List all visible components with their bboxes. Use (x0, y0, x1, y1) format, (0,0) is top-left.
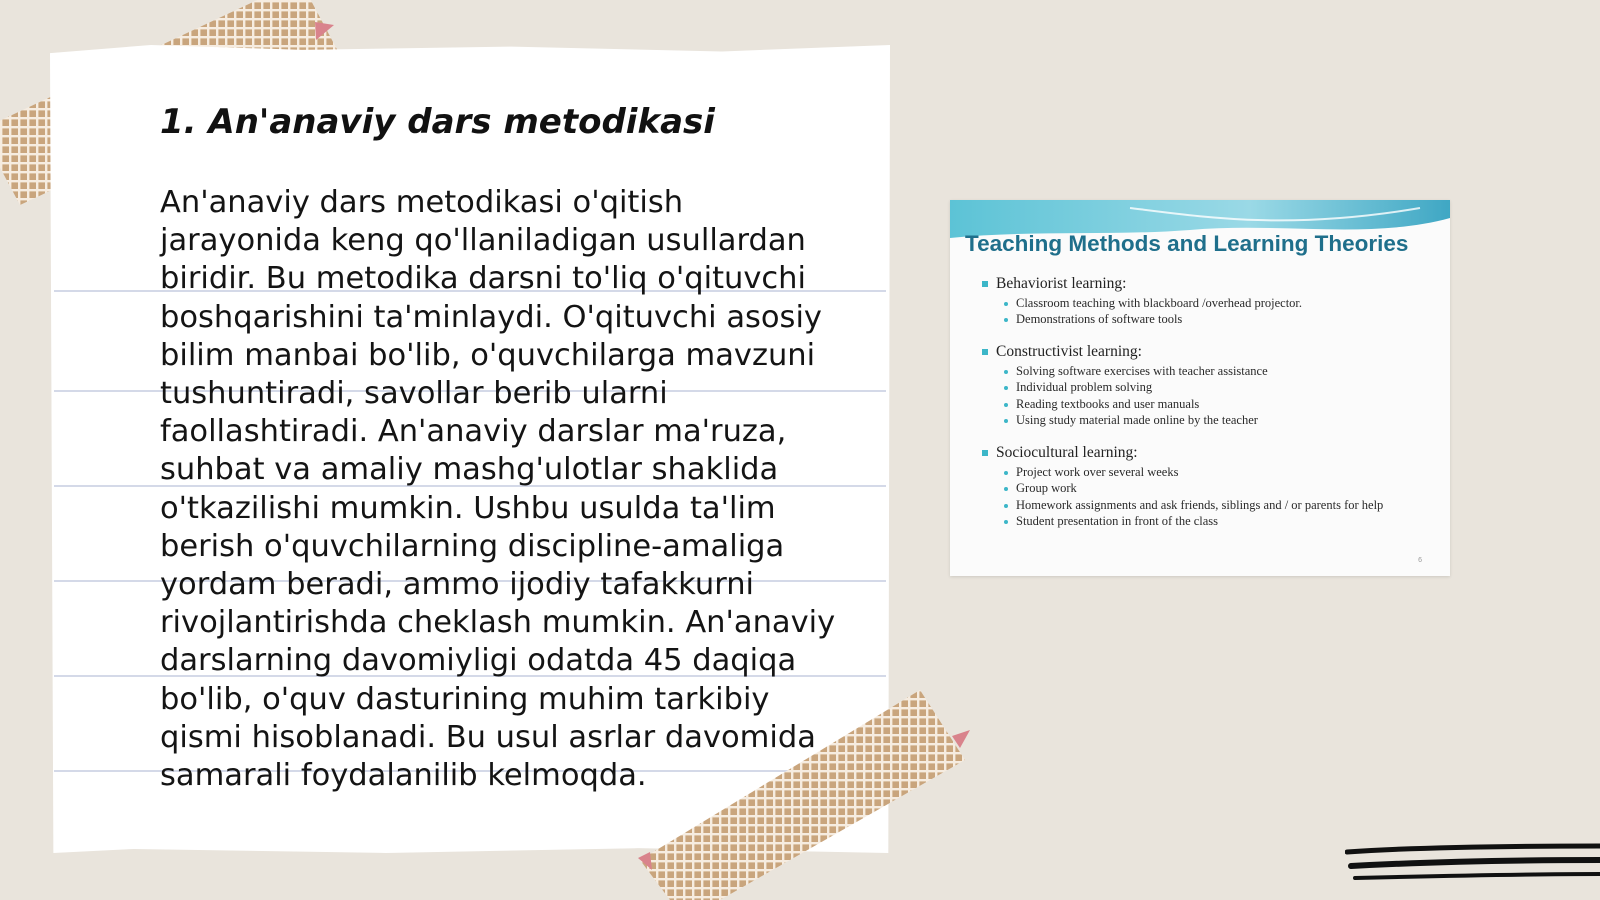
slide-bullet-item: Solving software exercises with teacher assistance (980, 365, 1435, 378)
brush-stroke-decoration (1345, 840, 1600, 890)
washi-tape-bottom (620, 680, 1000, 900)
slide-bullet-item: Classroom teaching with blackboard /overhead projector. (980, 297, 1435, 310)
slide-bullet-item: Demonstrations of software tools (980, 313, 1435, 326)
body-paragraph: An'anaviy dars metodikasi o'qitish jarayonida keng qo'llaniladigan usullardan biridir. Bu metodika darsni to'liq o'qituvchi boshqarishini ta'minlaydi. O'qituvchi asosiy bilim manbai bo'lib, o'quvchilarga mavzuni tushuntiradi, savollar berib ularni faollashtiradi. An'anaviy darslar ma'ruza, suhbat va amaliy mashg'ulotlar shaklida o'tkazilishi mumkin. Ushbu usulda ta'lim berish o'quvchilarning discipline-amaliga yordam beradi, ammo ijodiy tafakkurni rivojlantirishda cheklash mumkin. An'anaviy darslarning davomiyligi odatda 45 daqiqa bo'lib, o'quv dasturining muhim tarkibiy qismi hisoblanadi. Bu usul asrlar davomida samarali foydalanilib kelmoqda. (160, 185, 836, 794)
slide-bullet-item: Homework assignments and ask friends, siblings and / or parents for help (980, 499, 1435, 512)
slide-bullet-item: Project work over several weeks (980, 466, 1435, 479)
slide-page-number: 6 (1418, 557, 1422, 564)
slide-group-behaviorist (980, 274, 1435, 326)
slide-bullet-item: Reading textbooks and user manuals (980, 398, 1435, 411)
slide-group-heading: Constructivist learning: (980, 342, 1435, 361)
slide-thumbnail (950, 200, 1450, 576)
slide-group-heading: Sociocultural learning: (980, 443, 1435, 462)
slide-bullet-item: Using study material made online by the teacher (980, 414, 1435, 427)
slide-bullet-item: Individual problem solving (980, 381, 1435, 394)
slide-bullet-list (980, 274, 1435, 544)
page-title: 1. An'anaviy dars metodikasi (160, 102, 715, 142)
slide-group-constructivist (980, 342, 1435, 427)
slide-group-sociocultural (980, 443, 1435, 528)
slide-bullet-item: Student presentation in front of the class (980, 515, 1435, 528)
slide-title: Teaching Methods and Learning Theories (965, 231, 1409, 256)
slide-group-heading: Behaviorist learning: (980, 274, 1435, 293)
slide-bullet-item: Group work (980, 482, 1435, 495)
